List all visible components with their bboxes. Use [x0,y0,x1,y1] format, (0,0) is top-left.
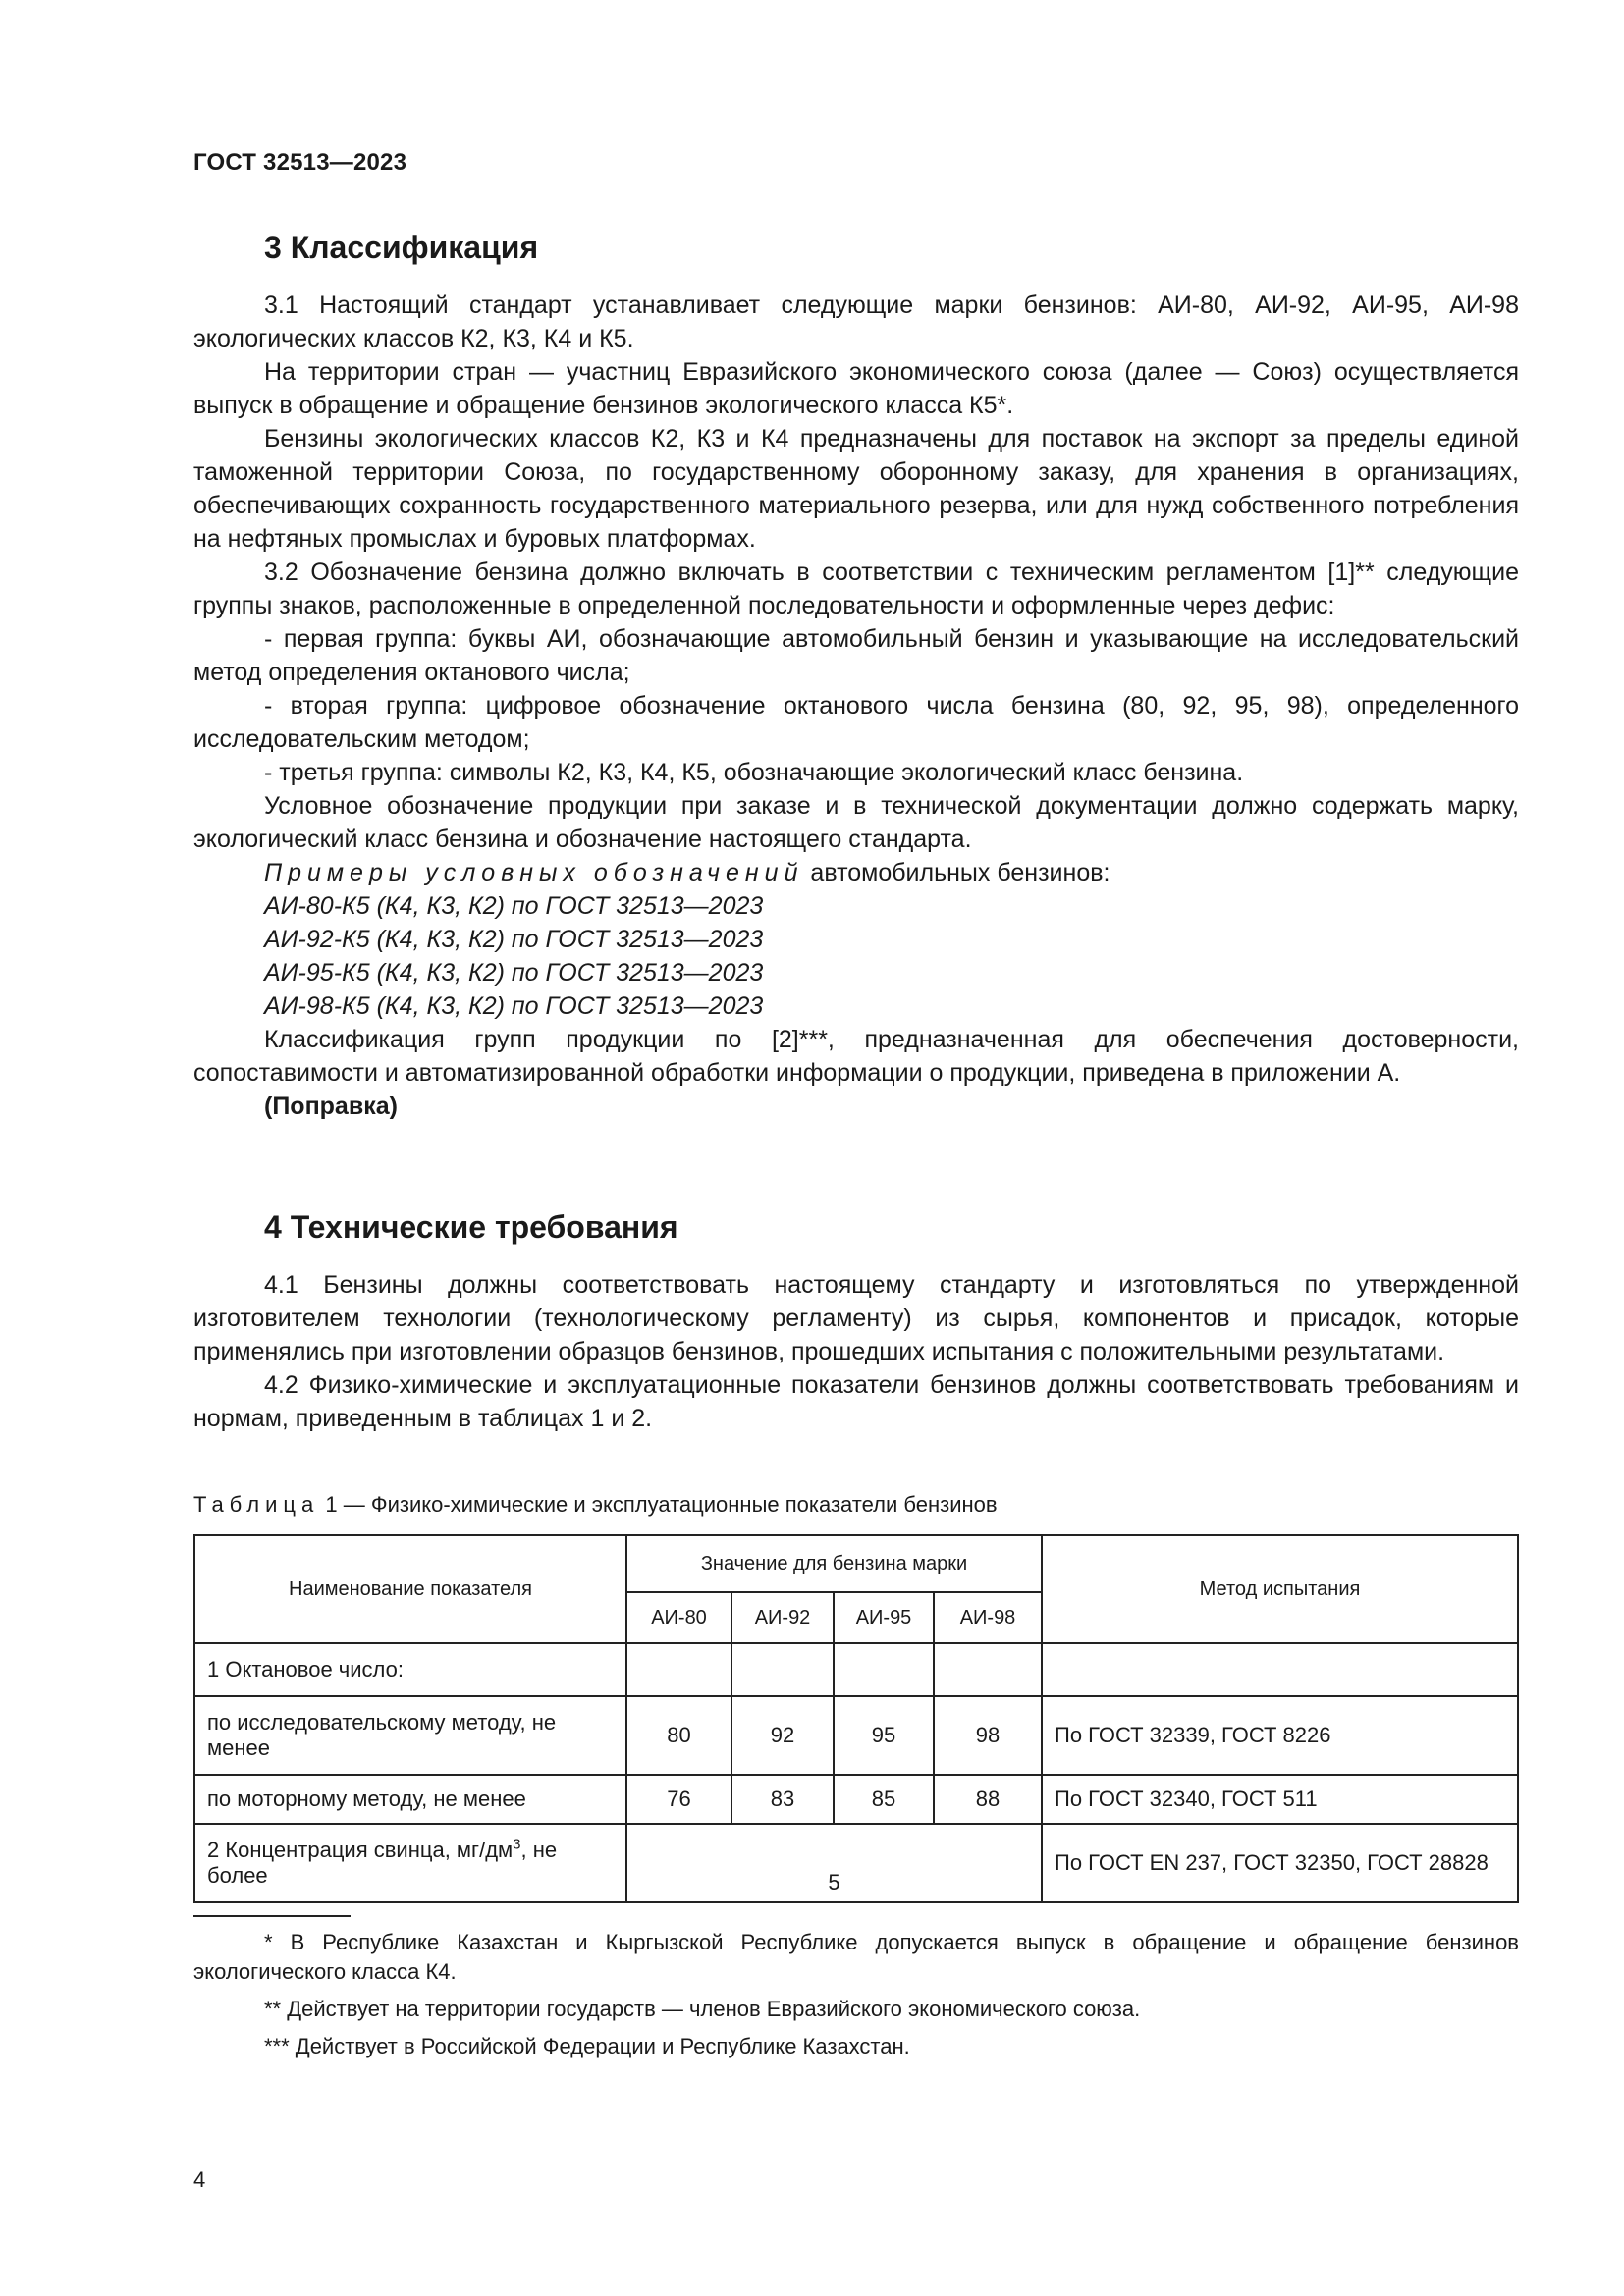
examples-intro [193,856,1519,889]
list-item-group-2: - вторая группа: цифровое обозначение октанового числа бензина (80, 92, 95, 98), определенного исследовательским методом; [193,692,1519,753]
section-3-body [193,289,1519,1123]
paragraph-union: На территории стран — участниц Евразийского экономического союза (далее — Союз) осуществляется выпуск в обращение и обращение бензинов экологического класса К5*. [193,358,1519,419]
amendment-note: (Поправка) [264,1093,398,1120]
table-1 [193,1534,1519,1903]
list-item-group-1: - первая группа: буквы АИ, обозначающие автомобильный бензин и указывающие на исследовательский метод определения октанового числа; [193,625,1519,686]
row-name: по моторному методу, не менее [194,1775,626,1824]
table-header-row [194,1535,1518,1592]
page-number: 4 [193,2167,206,2192]
table-caption-text: 1 — Физико-химические и эксплуатационные показатели бензинов [319,1492,998,1517]
value-cell: 76 [626,1775,731,1824]
value-cell: 95 [834,1696,934,1775]
header-method: Метод испытания [1042,1535,1518,1643]
document-header: ГОСТ 32513—2023 [193,149,407,176]
paragraph-4-2: 4.2 Физико-химические и эксплуатационные показатели бензинов должны соответствовать требованиям и нормам, приведенным в таблицах 1 и 2. [193,1371,1519,1432]
value-cell: 85 [834,1775,934,1824]
value-cell: 83 [731,1775,834,1824]
example-ai92: АИ-92-К5 (К4, К3, К2) по ГОСТ 32513—2023 [264,926,764,953]
value-cell: 5 [626,1824,1042,1902]
row-name [194,1824,626,1902]
section-3-title: 3 Классификация [264,230,539,265]
footnote-separator [193,1915,351,1917]
method-cell: По ГОСТ 32339, ГОСТ 8226 [1042,1696,1518,1775]
paragraph-classification: Классификация групп продукции по [2]***, предназначенная для обеспечения достоверности, сопоставимости и автоматизированной обработки информации о продукции, приведена в приложении А. [193,1026,1519,1087]
paragraph-4-1: 4.1 Бензины должны соответствовать настоящему стандарту и изготовляться по утвержденной изготовителем технологии (технологическому регламенту) из сырья, компонентов и присадок, которые применялись при изготовлении образцов бензинов, прошедших испытания с положительными результатами. [193,1271,1519,1365]
row-name-part: 2 Концентрация свинца, мг/дм [207,1838,514,1862]
example-ai80: АИ-80-К5 (К4, К3, К2) по ГОСТ 32513—2023 [264,892,764,920]
footnote-2: ** Действует на территории государств — членов Евразийского экономического союза. [264,1997,1141,2021]
table-row [194,1775,1518,1824]
header-grade-ai80: АИ-80 [626,1592,731,1643]
paragraph-3-1: 3.1 Настоящий стандарт устанавливает следующие марки бензинов: АИ-80, АИ-92, АИ-95, АИ-98 экологических классов К2, К3, К4 и К5. [193,292,1519,352]
section-4-title: 4 Технические требования [264,1209,678,1245]
header-grade-ai95: АИ-95 [834,1592,934,1643]
value-cell: 92 [731,1696,834,1775]
method-cell: По ГОСТ EN 237, ГОСТ 32350, ГОСТ 28828 [1042,1824,1518,1902]
table-row [194,1824,1518,1902]
empty-cell [626,1643,731,1696]
table-caption-label: Таблица [193,1492,320,1517]
example-ai95: АИ-95-К5 (К4, К3, К2) по ГОСТ 32513—2023 [264,959,764,987]
header-value-group: Значение для бензина марки [626,1535,1042,1592]
superscript: 3 [513,1836,521,1853]
header-name: Наименование показателя [194,1535,626,1643]
examples-label: Примеры условных обозначений [264,859,804,886]
header-grade-ai92: АИ-92 [731,1592,834,1643]
examples-suffix: автомобильных бензинов: [803,859,1110,886]
row-name: по исследовательскому методу, не менее [194,1696,626,1775]
paragraph-3-2: 3.2 Обозначение бензина должно включать в соответствии с техническим регламентом [1]** следующие группы знаков, расположенные в определенной последовательности и оформленные через дефис: [193,559,1519,619]
value-cell: 98 [934,1696,1042,1775]
row-name: 1 Октановое число: [194,1643,626,1696]
method-cell: По ГОСТ 32340, ГОСТ 511 [1042,1775,1518,1824]
row-name-part: , не более [207,1838,558,1888]
empty-cell [1042,1643,1518,1696]
table-row [194,1643,1518,1696]
value-cell: 80 [626,1696,731,1775]
example-ai98: АИ-98-К5 (К4, К3, К2) по ГОСТ 32513—2023 [264,992,764,1020]
paragraph-export: Бензины экологических классов К2, К3 и К4 предназначены для поставок на экспорт за пределы единой таможенной территории Союза, по государственному оборонному заказу, для хранения в организациях, обеспечивающих сохранность государственного материального резерва, или для нужд собственного потребления на нефтяных промыслах и буровых платформах. [193,425,1519,553]
value-cell: 88 [934,1775,1042,1824]
empty-cell [834,1643,934,1696]
section-4-body [193,1268,1519,1435]
header-grade-ai98: АИ-98 [934,1592,1042,1643]
footnote-3: *** Действует в Российской Федерации и Республике Казахстан. [264,2034,910,2058]
table-1-caption [193,1492,998,1518]
table-row [194,1696,1518,1775]
paragraph-designation: Условное обозначение продукции при заказе и в технической документации должно содержать марку, экологический класс бензина и обозначение настоящего стандарта. [193,792,1519,853]
list-item-group-3: - третья группа: символы К2, К3, К4, К5, обозначающие экологический класс бензина. [264,759,1244,786]
footnotes [193,1928,1519,2061]
empty-cell [731,1643,834,1696]
footnote-1: * В Республике Казахстан и Кыргызской Республике допускается выпуск в обращение и обращение бензинов экологического класса К4. [193,1930,1519,1984]
empty-cell [934,1643,1042,1696]
